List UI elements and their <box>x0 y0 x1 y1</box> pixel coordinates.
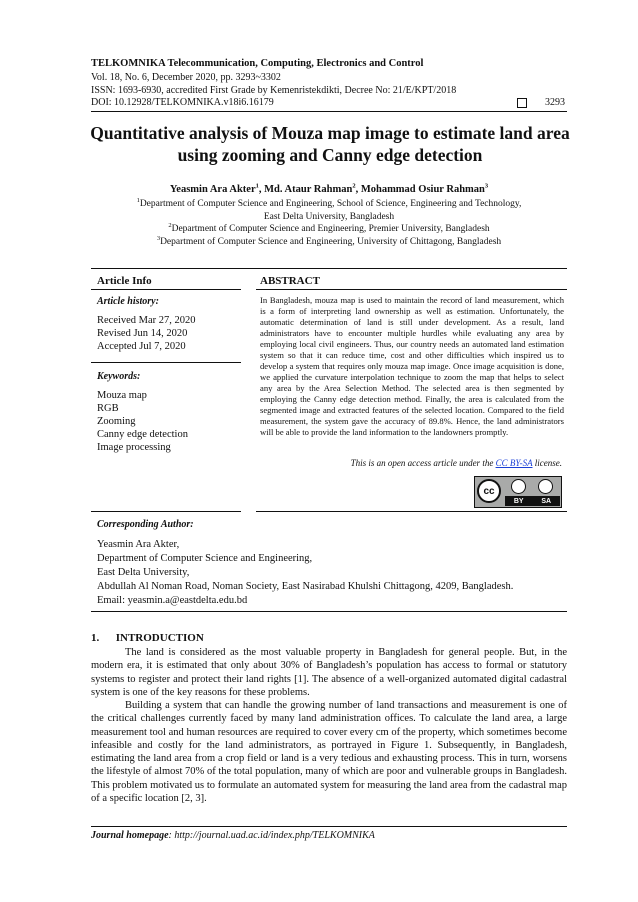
intro-paragraph-2: Building a system that can handle the growing number of land transactions and measurement is one of the critical challenges currently faced by many land administration offices. To calculate the land area, a large measurement tool and human resources are required to cover every cm of the property, which sometimes become infeasible and costly for the land administrators, as portrayed in Figure 1. Subsequently, in Bangladesh, estimating the land area from a crop field or land is a very tedious and exhausting process. This in turn, worsens the lifestyle of almost 70% of the total population, many of which are poor and vulnerable groups in Bangladesh. This problem motivated us to formulate an automated system for measuring the land area from the cadastral map of a specific location [2, 3]. <box>91 700 567 805</box>
cc-sa-label: SA <box>541 497 552 505</box>
footer-rule <box>91 826 567 827</box>
keywords-bottom-rule <box>91 511 241 512</box>
title-line-1: Quantitative analysis of Mouza map image to estimate land area <box>90 123 570 143</box>
page-number: 3293 <box>545 97 565 108</box>
corresponding-heading: Corresponding Author: <box>97 519 194 530</box>
abstract-text: In Bangladesh, mouza map is used to maintain the record of land measurement, which is a form of interpreting land ownership as well as estimation. Unfortunately, the automatic determination of land is still under development. As a result, land administrators have to encounter multiple hurdles while evaluating any area by employing local civil engineers. Thus, our country needs an automated land estimation system so that it can reduce time, cost and other difficulties which inspired us to develop a system that requires only mouza map image. Once image acquisition is done, we applied the curvature interpolation technique to zoom the map that helps to select any area by the Area Selection Method. The selected area is then segmented by employing the Canny edge detection method. Finally, the area is calculated from the segmented image and extracted features of the selected location. Compared to the field measurement, the system gave the accuracy of 89.8%. Hence, the land administrators will be able to provide the land information to the landowners promptly. <box>260 295 564 437</box>
article-info-rule <box>91 289 241 290</box>
issn-info: ISSN: 1693-6930, accredited First Grade by Kemenristekdikti, Decree No: 21/E/KPT/2018 <box>91 85 457 96</box>
corresponding-line: Abdullah Al Noman Road, Noman Society, East Nasirabad Khulshi Chittagong, 4209, Bangladesh. <box>97 581 514 592</box>
keywords-heading: Keywords: <box>97 371 141 382</box>
volume-info: Vol. 18, No. 6, December 2020, pp. 3293~3302 <box>91 72 281 83</box>
author-1: Yeasmin Ara Akter <box>169 184 256 195</box>
corresponding-line: Department of Computer Science and Engineering, <box>97 553 313 564</box>
revised-date: Revised Jun 14, 2020 <box>97 328 188 339</box>
affiliation-line: $^2$Department of Computer Science and Engineering, Premier University, Bangladesh <box>168 221 490 234</box>
homepage-label: Journal homepage <box>91 830 169 841</box>
history-rule <box>91 362 241 363</box>
attribution-icon <box>511 479 526 494</box>
corresponding-email: Email: yeasmin.a@eastdelta.edu.bd <box>97 595 248 606</box>
author-2-sup: 2 <box>352 182 356 190</box>
open-access-note: This is an open access article under the CC BY-SA license. <box>350 458 562 468</box>
homepage-url[interactable]: : http://journal.uad.ac.id/index.php/TELKOMNIKA <box>168 830 375 841</box>
share-alike-icon <box>538 479 553 494</box>
author-3-sup: 3 <box>484 182 489 190</box>
abstract-rule <box>256 289 567 290</box>
abstract-bottom-rule <box>256 511 567 512</box>
author-2: Md. Ataur Rahman <box>264 184 353 195</box>
cc-by-sa-badge[interactable] <box>474 476 562 508</box>
author-sep: , <box>355 184 361 195</box>
intro-paragraph-1: The land is considered as the most valuable property in Bangladesh for general people. But, in the modern era, it is estimated that only about 30% of Bangladesh’s population has access to formal or statutory systems to register and protect their land rights [1]. The absence of a well-organized automated digital cadastral system is one of the key reasons for these problems. <box>91 647 567 698</box>
author-1-sup: 1 <box>255 182 259 190</box>
history-heading: Article history: <box>97 296 159 307</box>
keyword-item: Zooming <box>97 416 136 427</box>
affiliation-line: $^1$Department of Computer Science and Engineering, School of Science, Engineering and Technology, <box>136 196 522 209</box>
license-link[interactable]: CC BY-SA <box>495 458 533 468</box>
affiliation-list <box>91 198 567 248</box>
keyword-item: Mouza map <box>97 390 147 401</box>
article-info-heading: Article Info <box>97 275 152 287</box>
journal-name: TELKOMNIKA Telecommunication, Computing, Electronics and Control <box>91 58 424 69</box>
affiliation-line: $^3$Department of Computer Science and Engineering, University of Chittagong, Bangladesh <box>156 234 502 247</box>
corresponding-bottom-rule <box>91 611 567 612</box>
corresponding-line: Yeasmin Ara Akter, <box>97 539 180 550</box>
title-line-2: using zooming and Canny edge detection <box>177 145 483 165</box>
square-bullet-icon <box>517 98 527 108</box>
info-top-rule <box>91 268 567 269</box>
received-date: Received Mar 27, 2020 <box>97 315 196 326</box>
doi-info: DOI: 10.12928/TELKOMNIKA.v18i6.16179 <box>91 97 274 108</box>
introduction-heading: 1. INTRODUCTION <box>91 632 204 644</box>
cc-by-label: BY <box>513 497 524 505</box>
header-rule <box>91 111 567 112</box>
affiliation-line: East Delta University, Bangladesh <box>263 211 395 222</box>
keyword-item: Canny edge detection <box>97 429 188 440</box>
cc-label-strip <box>505 496 560 506</box>
page-indicator <box>517 97 565 108</box>
abstract-heading: ABSTRACT <box>260 275 320 287</box>
keyword-item: RGB <box>97 403 119 414</box>
accepted-date: Accepted Jul 7, 2020 <box>97 341 186 352</box>
paper-title <box>75 122 585 166</box>
author-3: Mohammad Osiur Rahman <box>360 184 485 195</box>
corresponding-line: East Delta University, <box>97 567 190 578</box>
journal-homepage <box>91 830 375 841</box>
keyword-item: Image processing <box>97 442 171 453</box>
author-list <box>91 184 567 195</box>
author-sep: , <box>258 184 265 195</box>
cc-icon: cc <box>477 479 501 503</box>
